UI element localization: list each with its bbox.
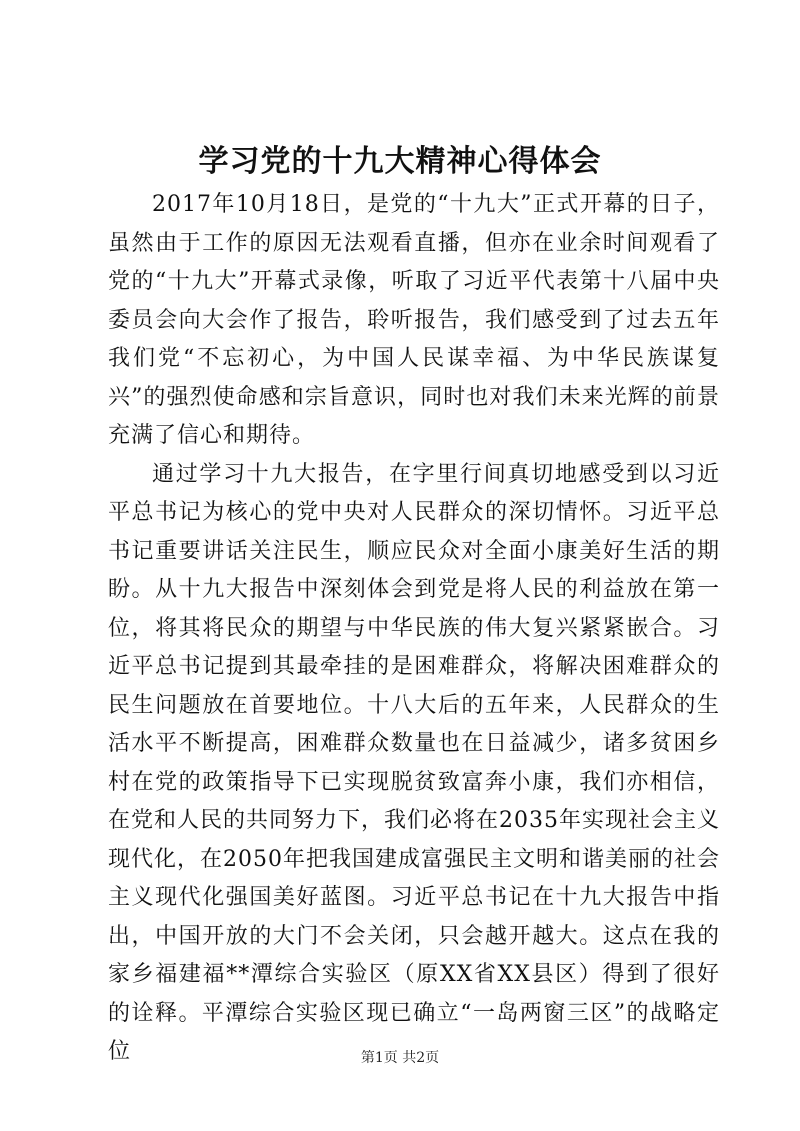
paragraph-1: 2017年10月18日，是党的“十九大”正式开幕的日子，虽然由于工作的原因无法观看直播，但亦在业余时间观看了党的“十九大”开幕式录像，听取了习近平代表第十八届中央委员会向大会作了报告，聆听报告，我们感受到了过去五年我们党“不忘初心，为中国人民谋幸福、为中华民族谋复兴”的强烈使命感和宗旨意识，同时也对我们未来光辉的前景充满了信心和期待。 (108, 192, 720, 448)
paragraph-2: 通过学习十九大报告，在字里行间真切地感受到以习近平总书记为核心的党中央对人民群众的深切情怀。习近平总书记重要讲话关注民生，顺应民众对全面小康美好生活的期盼。从十九大报告中深刻体会到党是将人民的利益放在第一位，将其将民众的期望与中华民族的伟大复兴紧紧嵌合。习近平总书记提到其最牵挂的是困难群众，将解决困难群众的民生问题放在首要地位。十八大后的五年来，人民群众的生活水平不断提高，困难群众数量也在日益减少，诸多贫困乡村在党的政策指导下已实现脱贫致富奔小康，我们亦相信，在党和人民的共同努力下，我们必将在2035年实现社会主义现代化，在2050年把我国建成富强民主文明和谐美丽的社会主义现代化强国美好蓝图。习近平总书记在十九大报告中指出，中国开放的大门不会关闭，只会越开越大。这点在我的家乡福建福**潭综合实验区（原XX省XX县区）得到了很好的诠释。平潭综合实验区现已确立“一岛两窗三区”的战略定位 (108, 461, 720, 1064)
page-footer: 第1页 共2页 (360, 1050, 440, 1066)
document-body (108, 186, 720, 1072)
document-title: 学习党的十九大精神心得体会 (198, 144, 602, 179)
